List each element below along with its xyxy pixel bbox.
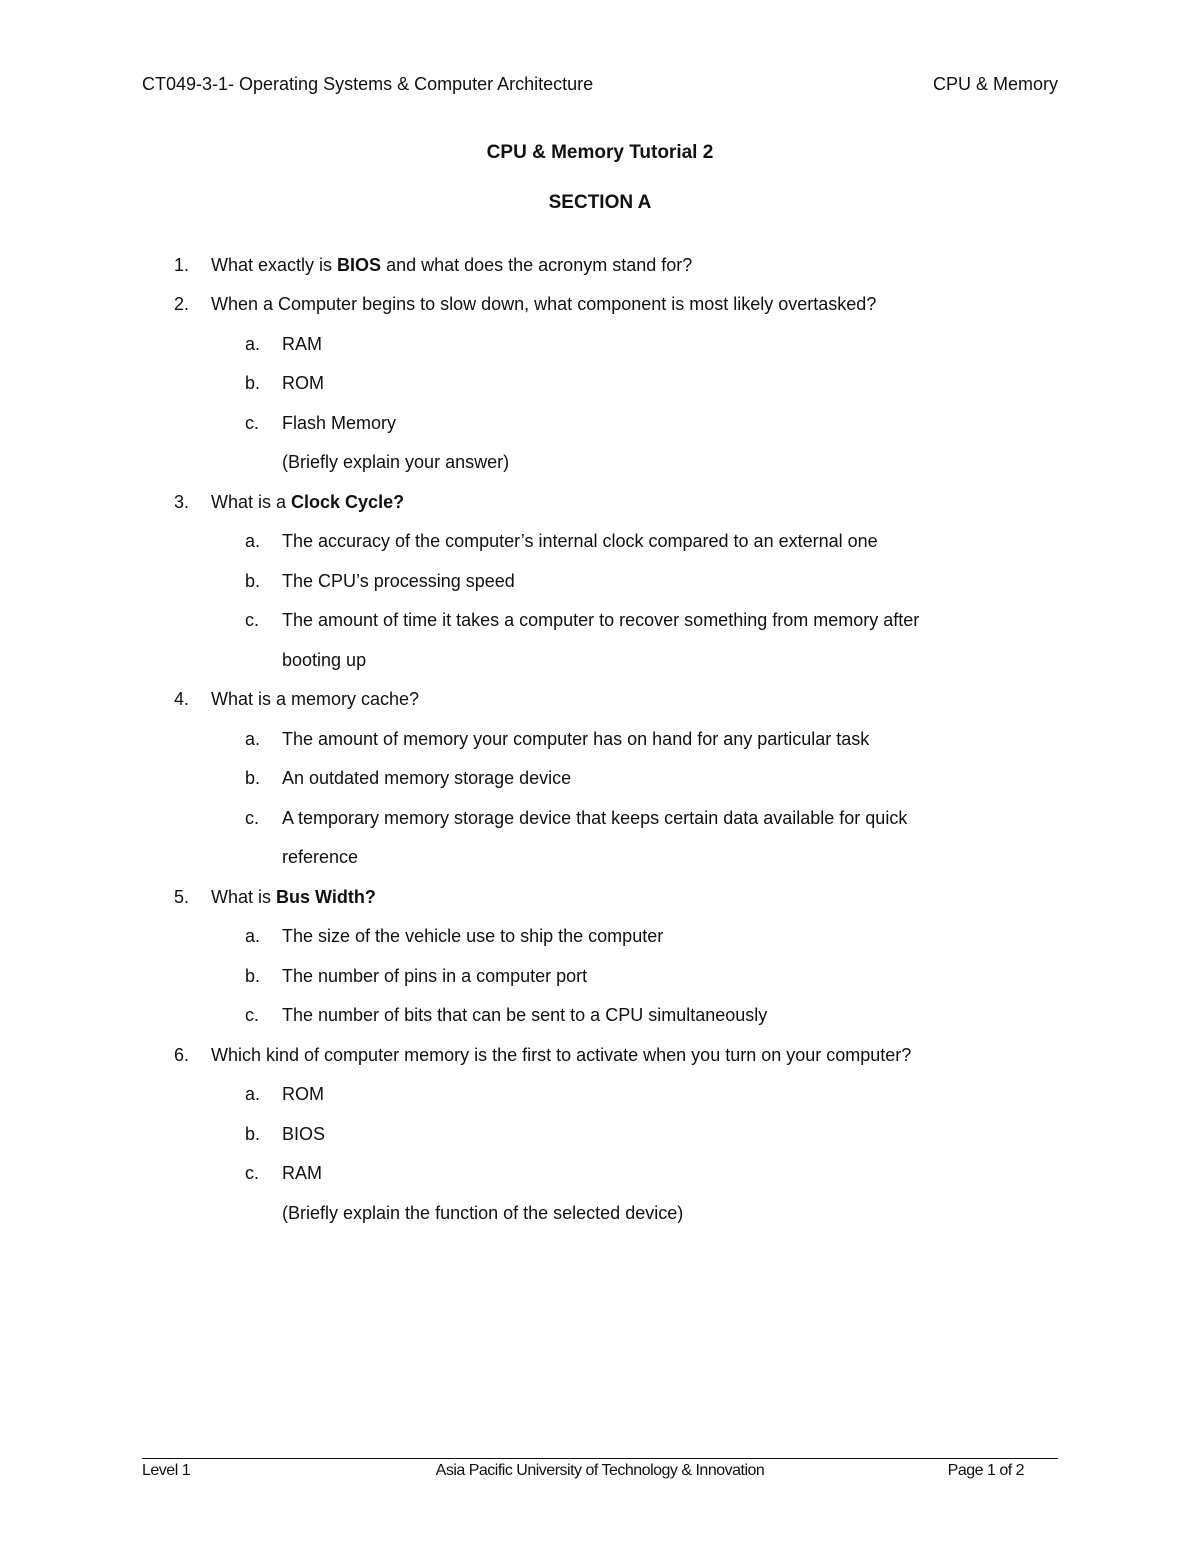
option-text: RAM	[282, 334, 322, 354]
option-text: The size of the vehicle use to ship the computer	[282, 926, 664, 946]
option-text: The number of bits that can be sent to a CPU simultaneously	[282, 1005, 768, 1025]
option-text: BIOS	[282, 1124, 326, 1144]
question-number: 5.	[174, 887, 190, 907]
header-topic: CPU & Memory	[932, 74, 1058, 94]
key-term: Clock Cycle?	[291, 492, 405, 512]
section-title: SECTION A	[548, 192, 652, 213]
footer-level: Level 1	[142, 1462, 191, 1479]
option-letter: a.	[245, 334, 261, 354]
footer-divider	[142, 1458, 1058, 1459]
key-term: BIOS	[337, 255, 382, 275]
option-letter: c.	[245, 1005, 260, 1025]
footer-page-number: Page 1 of 2	[947, 1462, 1024, 1479]
option-letter: b.	[245, 571, 261, 591]
option-text: An outdated memory storage device	[282, 768, 572, 788]
question-number: 6.	[174, 1045, 190, 1065]
header-course-title: CT049-3-1- Operating Systems & Computer Architecture	[142, 74, 594, 94]
option-text: The amount of memory your computer has on hand for any particular task	[282, 729, 870, 749]
note-text: (Briefly explain the function of the selected device)	[282, 1203, 684, 1223]
question-text: What is a Clock Cycle?	[211, 492, 405, 512]
question-number: 3.	[174, 492, 190, 512]
footer-institution: Asia Pacific University of Technology & Innovation	[435, 1462, 765, 1479]
option-text-continued: booting up	[282, 650, 367, 670]
note-text: (Briefly explain your answer)	[282, 452, 510, 472]
question-number: 2.	[174, 294, 190, 314]
question-number: 1.	[174, 255, 190, 275]
option-letter: c.	[245, 413, 260, 433]
option-text: RAM	[282, 1163, 322, 1183]
option-text: The CPU’s processing speed	[282, 571, 515, 591]
question-text: Which kind of computer memory is the first to activate when you turn on your computer?	[211, 1045, 912, 1065]
option-text: ROM	[282, 373, 324, 393]
option-letter: b.	[245, 373, 261, 393]
option-text: The number of pins in a computer port	[282, 966, 588, 986]
option-text: The accuracy of the computer’s internal clock compared to an external one	[282, 531, 878, 551]
question-number: 4.	[174, 689, 190, 709]
option-letter: a.	[245, 729, 261, 749]
question-text: When a Computer begins to slow down, what component is most likely overtasked?	[211, 294, 877, 314]
option-letter: a.	[245, 531, 261, 551]
question-text: What exactly is BIOS and what does the acronym stand for?	[211, 255, 693, 275]
document-title: CPU & Memory Tutorial 2	[486, 142, 714, 163]
option-letter: b.	[245, 1124, 261, 1144]
option-text: ROM	[282, 1084, 324, 1104]
option-letter: c.	[245, 1163, 260, 1183]
option-letter: a.	[245, 1084, 261, 1104]
key-term: Bus Width?	[276, 887, 376, 907]
option-text-continued: reference	[282, 847, 359, 867]
question-text: What is a memory cache?	[211, 689, 420, 709]
option-letter: b.	[245, 768, 261, 788]
option-letter: b.	[245, 966, 261, 986]
option-text: A temporary memory storage device that keeps certain data available for quick	[282, 808, 908, 828]
option-letter: c.	[245, 808, 260, 828]
option-text: The amount of time it takes a computer to recover something from memory after	[282, 610, 920, 630]
question-text: What is Bus Width?	[211, 887, 376, 907]
option-letter: c.	[245, 610, 260, 630]
option-text: Flash Memory	[282, 413, 397, 433]
option-letter: a.	[245, 926, 261, 946]
